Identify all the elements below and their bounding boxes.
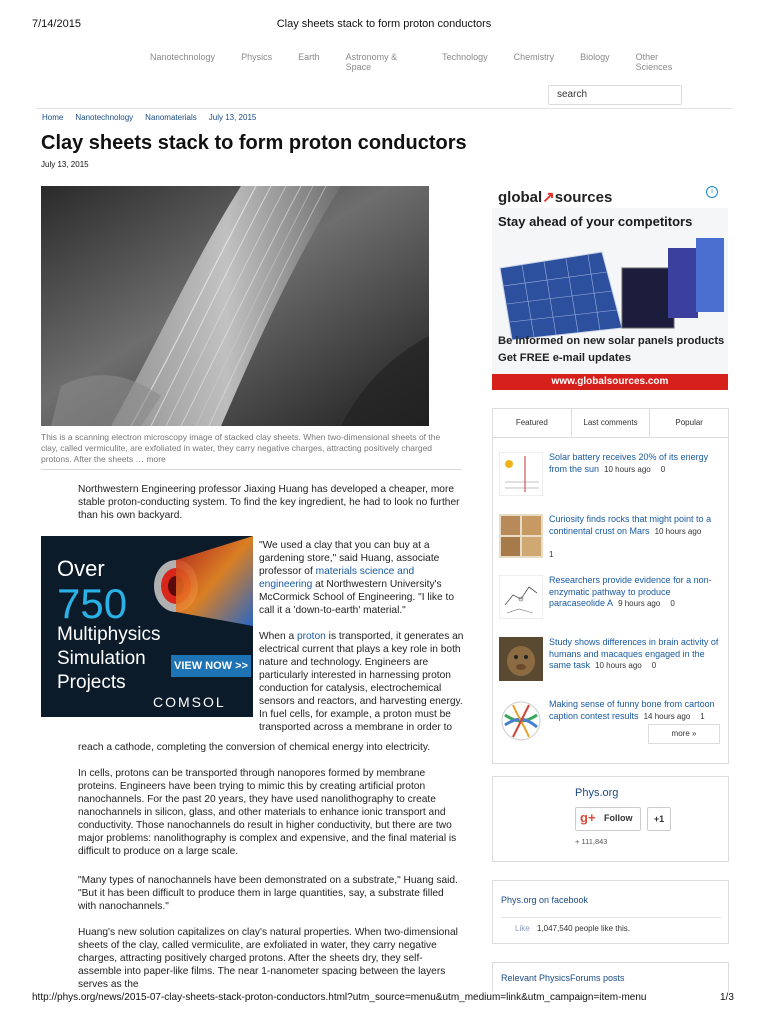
story-comment-count: 1 [700,711,705,721]
breadcrumb-home[interactable]: Home [42,113,64,122]
ad-headline: Stay ahead of your competitors [498,214,693,229]
physicsforums-box [492,962,729,992]
story-time: 10 hours ago [595,661,642,670]
comsol-number: 750 [57,580,128,627]
story-comment-count: 0 [670,599,675,608]
article-date: July 13, 2015 [41,160,89,169]
search-input[interactable]: search [548,85,682,105]
p3-text-after: is transported, it generates an electrical current that plays a key role in both nature and technology. Engineers are particularly interested in harnessing proton conduction for catalysis, electrochemical sensors and reactors, and harvesting energy. In fuel cells, for example, a proton must be transported across a membrane in order to [259,631,464,733]
sem-image-graphic [41,186,429,426]
p2-text-after: at Northwestern University's McCormick School of Engineering. "I like to call it a 'down-to-earth' material." [259,579,454,616]
plus-one-button[interactable]: +1 [647,807,671,831]
story-thumbnail [499,452,543,496]
globalsources-ad[interactable] [492,186,728,390]
top-navigation [150,52,710,72]
story-thumbnail [499,637,543,681]
story-thumbnail [499,514,543,558]
tab-last-comments[interactable]: Last comments [572,409,651,437]
caption-more-link[interactable]: more [146,454,166,464]
facebook-box [492,880,729,944]
article-paragraph-3-continued: reach a cathode, completing the conversion of chemical energy into electricity. [78,742,431,753]
story-comment-count: 0 [660,464,666,474]
breadcrumb [42,113,268,122]
physorg-name[interactable]: Phys.org [575,787,619,799]
article-paragraph-6: Huang's new solution capitalizes on clay's natural properties. When two-dimensional sheets of the clay, called vermiculite, are exfoliated in water, they carry negative charges, attracting positively charged protons. After the sheets dry, they self-assemble into paper-like films. The near 1-nanometer spacing between the layers serves as the [78,927,458,990]
article-paragraph-5: "Many types of nanochannels have been demonstrated on a substrate," Huang said. "But it has been difficult to produce them in large quantities, say, a substrate filled with nanochannels." [78,875,458,912]
tab-featured[interactable]: Featured [493,409,572,437]
ad-line-2: Get FREE e-mail updates [498,352,632,364]
story-text [549,637,721,672]
nav-item-astronomy-space[interactable]: Astronomy & Space [345,52,398,72]
print-date: 7/14/2015 [32,18,81,30]
nav-item-chemistry[interactable]: Chemistry [513,52,555,62]
comsol-logo: COMSOL [153,694,226,710]
google-plus-icon: g+ [580,810,596,825]
article-paragraph-1: Northwestern Engineering professor Jiaxing Huang has developed a cheaper, more stable proton-conducting system. To find the key ingredient, he had to look no further than his own backyard. [78,484,460,521]
story-time: 9 hours ago [618,599,661,608]
p2-text-before: "We used a clay that you can buy at a gardening store," said Huang, associate professor of [259,540,440,577]
header-divider [36,108,733,109]
tab-popular[interactable]: Popular [675,418,703,427]
comsol-over: Over [57,556,105,581]
story-comment-count: 0 [651,661,657,670]
story-time: 10 hours ago [654,526,702,536]
article-paragraph-2 [259,539,464,617]
nav-item-nanotechnology[interactable]: Nanotechnology [150,52,216,62]
nav-item-technology[interactable]: Technology [442,52,488,62]
nav-item-other-sciences[interactable]: Other Sciences [635,52,673,72]
breadcrumb-nanotechnology[interactable]: Nanotechnology [75,113,134,122]
ad-line-1: Be informed on new solar panels products [498,335,725,347]
article-paragraph-4: In cells, protons can be transported through nanopores formed by membrane proteins. Engineers have been trying to mimic this by creating artificial proton nanochannels. For the past 20 years, they have used nanolithography to create nanochannels in silicon, glass, and other materials to enhance ionic transport and conductivity. Those nanochannels do result in higher conductivity, but there are two major problems: nanolithography is complex and expensive, and the final material is difficult to produce on a large scale. [78,768,457,857]
tab-bar [493,409,728,438]
image-caption [41,432,451,465]
more-stories-button[interactable]: more » [648,724,720,744]
comsol-pipe-graphic [146,536,253,656]
story-title[interactable]: Researchers provide evidence for a non-enzymatic pathway to produce paracaseolide A [549,575,712,608]
logo-swoosh-icon: ↗ [542,189,555,206]
story-thumbnail [499,575,543,619]
story-text [549,699,721,722]
proton-link[interactable]: proton [296,631,326,642]
print-title: Clay sheets stack to form proton conductors [276,18,492,30]
caption-divider [41,469,462,470]
story-text [549,575,721,610]
globalsources-logo [498,188,612,206]
ad-info-icon[interactable]: i [706,186,718,198]
comsol-view-now-button[interactable]: VIEW NOW >> [171,655,251,677]
story-title[interactable]: Solar battery receives 20% of its energy from the sun [549,452,709,474]
materials-science-link[interactable]: materials science and engineering [259,566,415,590]
gplus-follow-button[interactable] [575,807,641,831]
story-text [549,514,721,560]
follower-count: + 111,843 [575,837,608,846]
follow-label: Follow [604,813,633,823]
story-text [549,452,721,475]
nav-item-biology[interactable]: Biology [580,52,610,62]
comsol-line-3: Projects [57,672,126,693]
breadcrumb-date[interactable]: July 13, 2015 [208,113,257,122]
facebook-title[interactable]: Phys.org on facebook [501,895,589,905]
story-title[interactable]: Curiosity finds rocks that might point to a continental crust on Mars [549,514,712,536]
print-page-number: 1/3 [720,992,734,1003]
story-comment-count: 1 [549,549,554,559]
comsol-line-1: Multiphysics [57,624,161,645]
physicsforums-title[interactable]: Relevant PhysicsForums posts [501,973,625,983]
story-title[interactable]: Study shows differences in brain activity of humans and macaques engaged in the same task [549,637,719,670]
facebook-like-button[interactable]: Like [515,924,530,933]
p3-text-before: When a [259,631,297,642]
nav-item-physics[interactable]: Physics [241,52,273,62]
story-title[interactable]: Making sense of funny bone from cartoon caption contest results [549,699,715,721]
facebook-divider [501,917,721,918]
logo-part-b: sources [554,189,613,206]
logo-part-a: global [498,189,543,206]
article-hero-image[interactable] [41,186,429,426]
story-thumbnail [499,699,543,743]
article-headline: Clay sheets stack to form proton conductors [41,132,467,154]
comsol-ad[interactable] [41,536,253,717]
breadcrumb-nanomaterials[interactable]: Nanomaterials [145,113,197,122]
print-url: http://phys.org/news/2015-07-clay-sheets-stack-proton-conductors.html?utm_source=menu&utm_medium=link&utm_campaign=item-menu [32,992,647,1003]
ad-url[interactable]: www.globalsources.com [492,374,728,390]
caption-text: This is a scanning electron microscopy image of stacked clay sheets. When two-dimensional sheets of the clay, called vermiculite, are exfoliated in water, they carry negative charges, attracting positively charged protons. After the sheets … [41,432,441,464]
comsol-line-2: Simulation [57,648,146,669]
story-time: 14 hours ago [643,711,691,721]
story-time: 10 hours ago [604,464,651,474]
news-tabs-widget [492,408,729,764]
nav-item-earth[interactable]: Earth [298,52,320,62]
physorg-follow-box [492,776,729,862]
article-paragraph-3 [259,630,464,734]
facebook-like-count: 1,047,540 people like this. [537,924,630,933]
